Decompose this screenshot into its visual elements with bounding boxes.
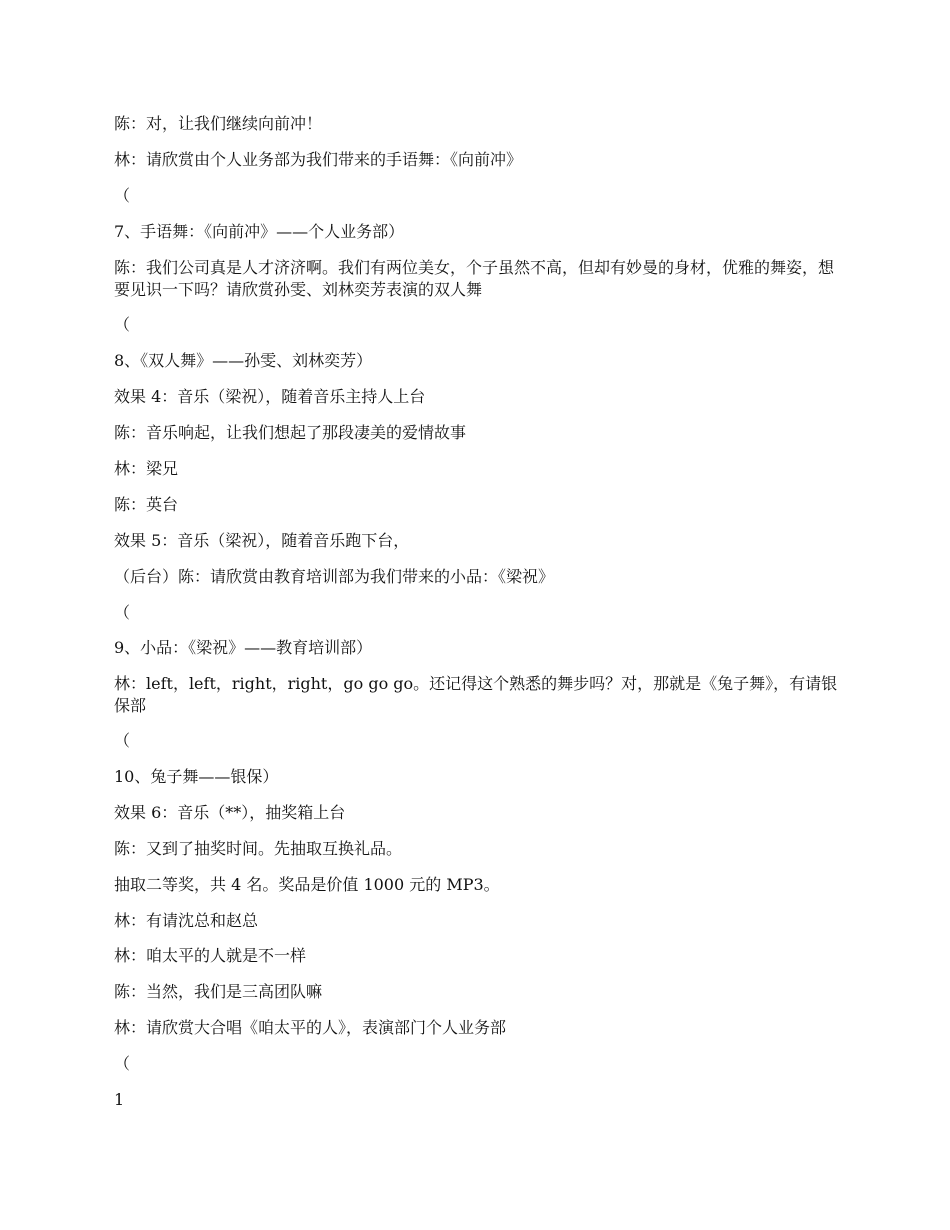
script-line: （	[114, 603, 131, 622]
script-line: 7、手语舞：《向前冲》——个人业务部）	[114, 222, 405, 241]
script-line: 陈：音乐响起，让我们想起了那段凄美的爱情故事	[114, 423, 467, 442]
script-line: 林：梁兄	[114, 459, 179, 478]
script-line: 陈：我们公司真是人才济济啊。我们有两位美女，个子虽然不高，但却有妙曼的身材，优雅的舞姿，想要见识一下吗？请欣赏孙雯、刘林奕芳表演的双人舞	[114, 258, 835, 299]
script-line: （	[114, 186, 131, 205]
script-line: 10、兔子舞——银保）	[114, 767, 279, 786]
script-line: 陈：又到了抽奖时间。先抽取互换礼品。	[114, 839, 403, 858]
page-number: 1	[114, 1090, 125, 1109]
script-line: 陈：当然，我们是三高团队嘛	[114, 982, 323, 1001]
script-line: （	[114, 1054, 131, 1073]
script-line: 林：请欣赏由个人业务部为我们带来的手语舞：《向前冲》	[114, 150, 523, 169]
script-line: 效果 5：音乐（梁祝），随着音乐跑下台，	[114, 531, 410, 550]
script-line: （	[114, 731, 131, 750]
script-line: 9、小品：《梁祝》——教育培训部）	[114, 638, 373, 657]
script-line: 效果 6：音乐（**），抽奖箱上台	[114, 803, 346, 822]
script-line: 林：请欣赏大合唱《咱太平的人》，表演部门个人业务部	[114, 1018, 507, 1037]
script-line: （后台）陈：请欣赏由教育培训部为我们带来的小品：《梁祝》	[114, 567, 555, 586]
script-line: 抽取二等奖，共 4 名。奖品是价值 1000 元的 MP3。	[114, 875, 500, 894]
script-line: 陈：英台	[114, 495, 179, 514]
script-line: 陈：对，让我们继续向前冲！	[114, 114, 323, 133]
script-line: 林：left，left，right，right，go go go。还记得这个熟悉的舞步吗？对，那就是《兔子舞》，有请银保部	[114, 674, 838, 715]
script-line: 林：咱太平的人就是不一样	[114, 946, 307, 965]
script-line: 林：有请沈总和赵总	[114, 911, 259, 930]
script-line: 效果 4：音乐（梁祝），随着音乐主持人上台	[114, 387, 426, 406]
script-line: 8、《双人舞》——孙雯、刘林奕芳）	[114, 351, 373, 370]
script-line: （	[114, 315, 131, 334]
